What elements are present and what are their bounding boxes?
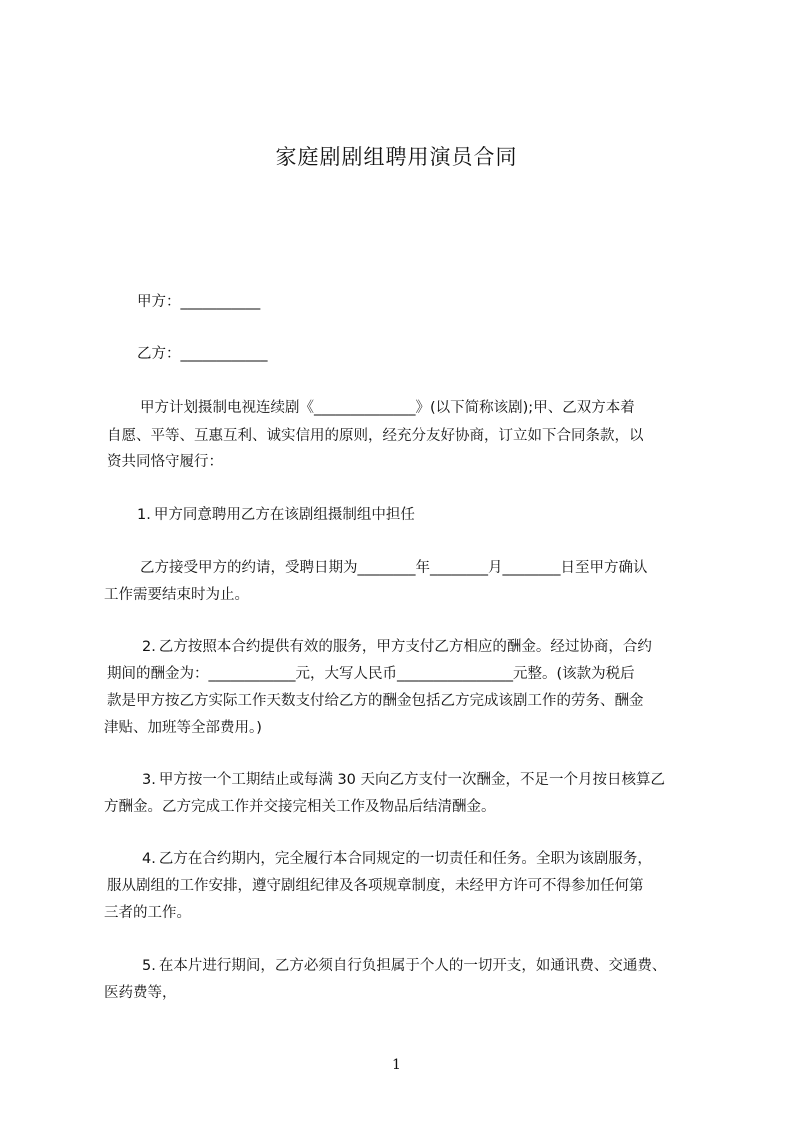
clause-4-text: 乙方在合约期内，完全履行本合同规定的一切责任和任务。全职为该剧服务， <box>158 851 652 867</box>
clause-2-line-2: 期间的酬金为：____________元，大写人民币________________元整。(该款为税后 <box>107 666 635 682</box>
clause-2-text: 乙方按照本合约提供有效的服务，甲方支付乙方相应的酬金。经过协商，合约 <box>158 639 652 655</box>
clause-5-line-2: 医药费等， <box>104 985 177 1001</box>
intro-line-1: 甲方计划摄制电视连续剧《______________》(以下简称该剧);甲、乙双方本着 <box>140 400 635 416</box>
clause-1-number: 1. <box>137 507 151 523</box>
clause-4-number: 4. <box>142 851 156 867</box>
clause-2-number: 2. <box>142 639 156 655</box>
clause-3-text: 甲方按一个工期结止或每满 30 天向乙方支付一次酬金，不足一个月按日核算乙 <box>158 772 666 788</box>
clause-2-line-1 <box>142 636 652 658</box>
clause-5-number: 5. <box>142 958 156 974</box>
clause-3-line-1 <box>142 769 665 791</box>
clause-3-line-2: 方酬金。乙方完成工作并交接完相关工作及物品后结清酬金。 <box>104 799 496 815</box>
intro-line-3: 资共同恪守履行： <box>107 454 223 470</box>
clause-4-line-2: 服从剧组的工作安排，遵守剧组纪律及各项规章制度，未经甲方许可不得参加任何第 <box>107 878 644 894</box>
clause-1-line-1 <box>137 504 415 526</box>
party-a-line: 甲方：___________ <box>137 294 261 310</box>
clause-1b-line-2: 工作需要结束时为止。 <box>104 587 249 603</box>
page-number: 1 <box>392 1057 401 1073</box>
clause-1b-line-1: 乙方接受甲方的约请，受聘日期为________年________月________日至甲方确认 <box>140 560 648 576</box>
clause-5-line-1 <box>142 955 666 977</box>
clause-3-number: 3. <box>142 772 156 788</box>
clause-2-line-3: 款是甲方按乙方实际工作天数支付给乙方的酬金包括乙方完成该剧工作的劳务、酬金 <box>107 693 644 709</box>
clause-5-text: 在本片进行期间，乙方必须自行负担属于个人的一切开支，如通讯费、交通费、 <box>158 958 667 974</box>
clause-4-line-1 <box>142 848 652 870</box>
contract-title: 家庭剧剧组聘用演员合同 <box>275 145 518 169</box>
clause-2-line-4: 津贴、加班等全部费用。) <box>104 720 262 736</box>
clause-1-text: 甲方同意聘用乙方在该剧组摄制组中担任 <box>153 507 415 523</box>
intro-line-2: 自愿、平等、互惠互利、诚实信用的原则，经充分友好协商，订立如下合同条款，以 <box>107 428 644 444</box>
party-b-line: 乙方：____________ <box>137 346 268 362</box>
clause-4-line-3: 三者的工作。 <box>104 905 191 921</box>
